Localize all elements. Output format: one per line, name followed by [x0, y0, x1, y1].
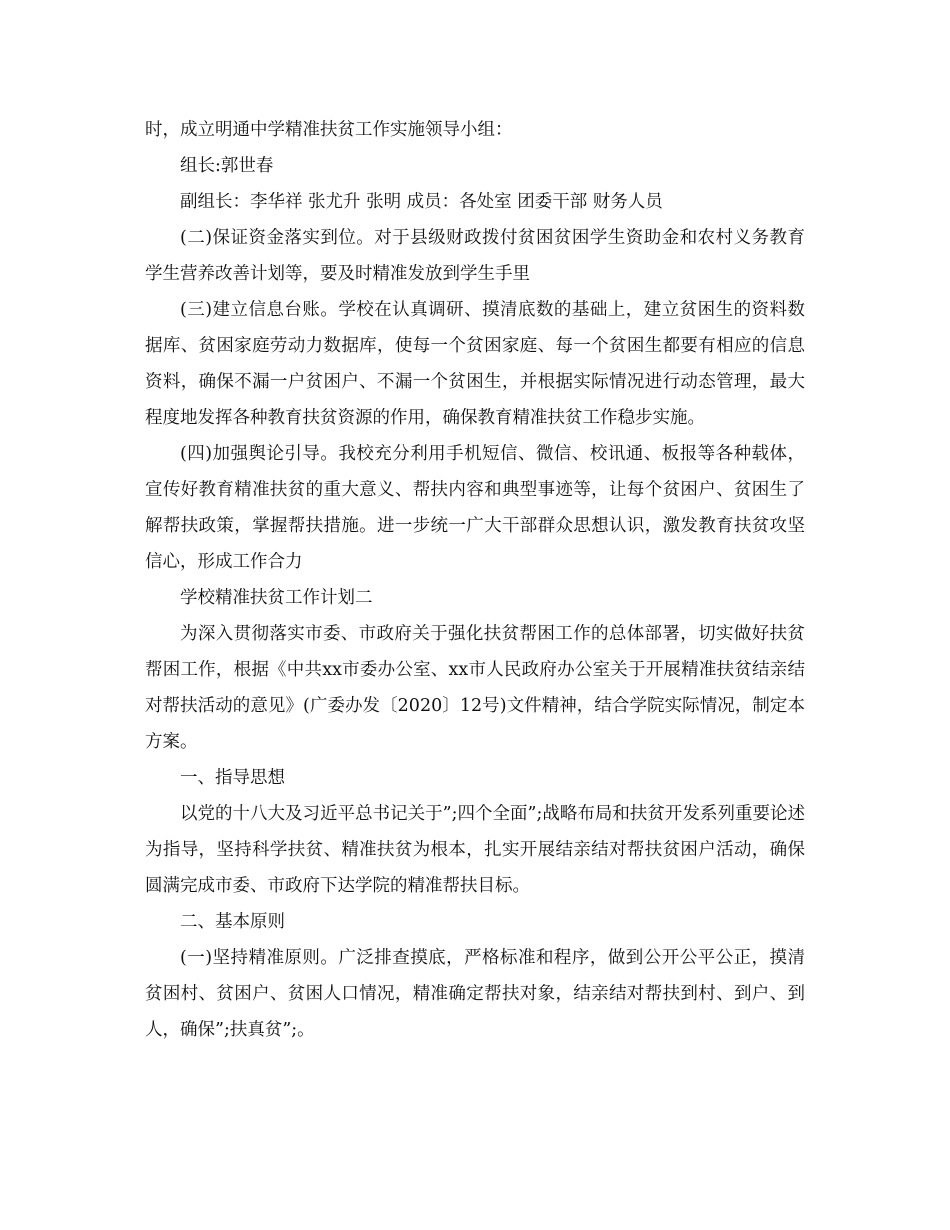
heading-basic-principles: 二、基本原则 — [180, 912, 285, 932]
paragraph-group-leader: 组长:郭世春 — [180, 156, 274, 176]
heading-guiding-ideology: 一、指导思想 — [180, 768, 285, 788]
section-title-plan-two: 学校精准扶贫工作计划二 — [180, 588, 373, 608]
paragraph-deputy-leaders: 副组长：李华祥 张尤升 张明 成员：各处室 团委干部 财务人员 — [180, 192, 663, 212]
paragraph-public-guidance: (四)加强舆论引导。我校充分利用手机短信、微信、校讯通、板报等各种载体，宣传好教育精准扶贫的重大意义、帮扶内容和典型事迹等，让每个贫困户、贫困生了解帮扶政策，掌握帮扶措施。进一步统一广大干部群众思想认识，激发教育扶贫攻坚信心，形成工作合力 — [145, 444, 805, 572]
paragraph-funding: (二)保证资金落实到位。对于县级财政拨付贫困贫困学生资助金和农村义务教育学生营养改善计划等，要及时精准发放到学生手里 — [145, 228, 805, 284]
paragraph-continuation: 时，成立明通中学精准扶贫工作实施领导小组： — [145, 120, 513, 140]
document-body — [145, 112, 805, 1048]
paragraph-information-ledger: (三)建立信息台账。学校在认真调研、摸清底数的基础上，建立贫困生的资料数据库、贫困家庭劳动力数据库，使每一个贫困家庭、每一个贫困生都要有相应的信息资料，确保不漏一户贫困户、不漏一个贫困生，并根据实际情况进行动态管理，最大程度地发挥各种教育扶贫资源的作用，确保教育精准扶贫工作稳步实施。 — [145, 300, 805, 428]
paragraph-precision-principle: (一)坚持精准原则。广泛排查摸底，严格标准和程序，做到公开公平公正，摸清贫困村、贫困户、贫困人口情况，精准确定帮扶对象，结亲结对帮扶到村、到户、到人，确保”;扶真贫”;。 — [145, 948, 805, 1040]
paragraph-guiding-ideology: 以党的十八大及习近平总书记关于”;四个全面”;战略布局和扶贫开发系列重要论述为指导，坚持科学扶贫、精准扶贫为根本，扎实开展结亲结对帮扶贫困户活动，确保圆满完成市委、市政府下达学院的精准帮扶目标。 — [145, 804, 805, 896]
paragraph-plan-intro: 为深入贯彻落实市委、市政府关于强化扶贫帮困工作的总体部署，切实做好扶贫帮困工作，根据《中共xx市委办公室、xx市人民政府办公室关于开展精准扶贫结亲结对帮扶活动的意见》(广委办发〔2020〕12号)文件精神，结合学院实际情况，制定本方案。 — [145, 624, 805, 752]
